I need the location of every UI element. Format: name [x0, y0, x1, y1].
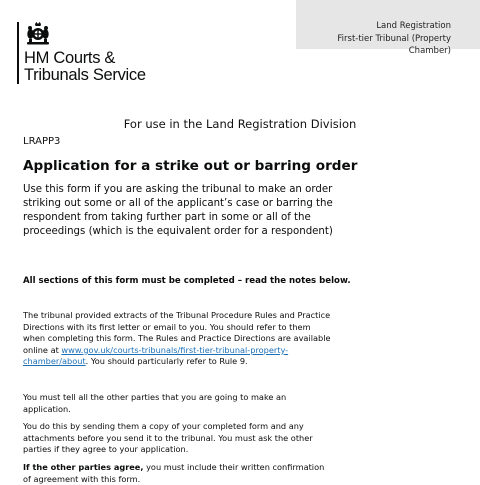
form-code: LRAPP3 [23, 136, 61, 147]
hmcts-logo [17, 22, 157, 86]
page-title: Application for a strike out or barring order [23, 158, 358, 174]
agreement-bold: If the other parties agree, [23, 462, 144, 472]
notify-parties-paragraph: You must tell all the other parties that you are going to make an application. [23, 392, 287, 414]
royal-crest-icon [23, 22, 53, 48]
logo-line-1: HM Courts & [24, 49, 116, 67]
agreement-paragraph [23, 462, 333, 485]
logo-text [24, 50, 146, 84]
completion-notice: All sections of this form must be completed – read the notes below. [23, 276, 351, 286]
rules-text-end: . You should particularly refer to Rule 9. [85, 356, 248, 367]
logo-divider [17, 22, 19, 84]
jurisdiction-box [296, 0, 480, 56]
division-heading: For use in the Land Registration Division [123, 117, 357, 131]
jurisdiction-line-1: Land Registration [376, 21, 451, 31]
rules-text: The tribunal provided extracts of the Tribunal Procedure Rules and Practice Directions with its first letter or email to you. You should refer to them when completing this form. The Rules and Practice Directions are available online at [23, 310, 331, 355]
agreement-text: you must include their written confirmation of agreement with this form. [23, 462, 325, 484]
rules-paragraph [23, 310, 333, 368]
logo-line-2: Tribunals Service [24, 66, 146, 84]
jurisdiction-line-2: First-tier Tribunal (Property Chamber) [337, 33, 451, 56]
send-copy-paragraph: You do this by sending them a copy of your completed form and any attachments before you send it to the tribunal. You must ask the other parties if they agree to your application. [23, 421, 313, 455]
lead-paragraph: Use this form if you are asking the tribunal to make an order striking out some or all of the applicant’s case or barring the respondent from taking further part in some or all of the proceedings (which is the equivalent order for a respondent) [23, 184, 333, 237]
rules-link[interactable]: www.gov.uk/courts-tribunals/first-tier-tribunal-property-chamber/about [23, 344, 289, 367]
